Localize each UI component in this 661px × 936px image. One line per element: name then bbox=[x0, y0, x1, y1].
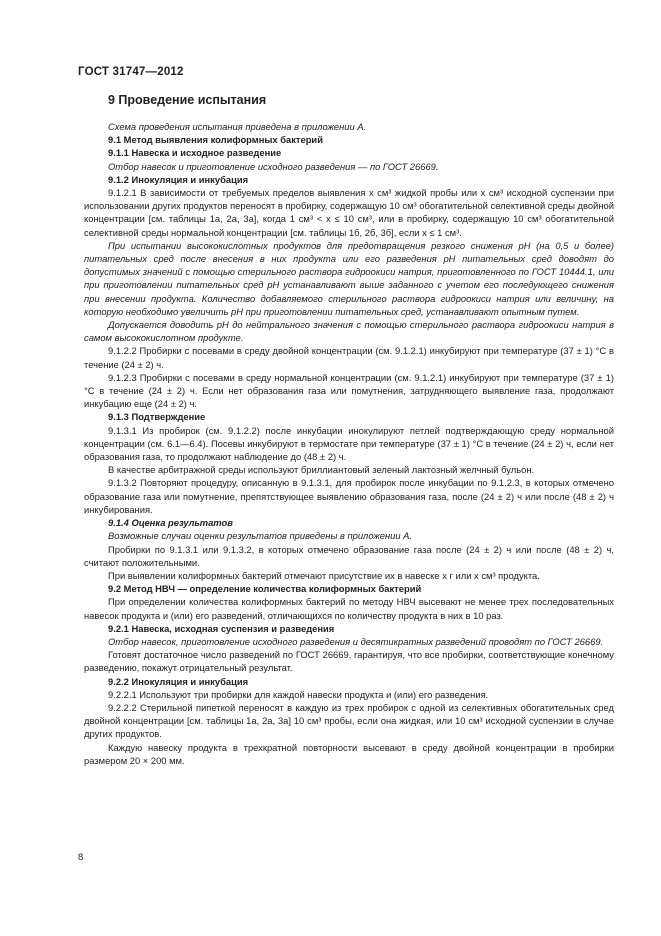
doc-header: ГОСТ 31747—2012 bbox=[78, 66, 184, 78]
para-9-1-2-1: 9.1.2.1 В зависимости от требуемых пределов выявления x см³ жидкой пробы или x см³ исходной суспензии при использовании других продуктов переносят в пробирку, содержащую 10 см³ обогатительной селективной среды двойной концентрации [см. таблицы 1а, 2а, 3а], когда 1 см³ < x ≤ 10 см³, или в пробирку, содержащую 10 см³ обогатительной селективной среды нормальной концентрации [см. таблицы 1б, 2б, 3б], если x ≤ 1 см³. bbox=[84, 187, 614, 238]
para-9-1-2-3: 9.1.2.3 Пробирки с посевами в среду нормальной концентрации (см. 9.1.2.1) инкубируют при температуре (37 ± 1) °С в течение (24 ± 2) ч. Если нет образования газа или помутнения, затрудняющего выявление газа, продолжают инкубацию еще (24 ± 2) ч. bbox=[84, 371, 614, 410]
para-scheme: Схема проведения испытания приведена в приложении А. bbox=[108, 121, 367, 132]
heading-9-1-1: 9.1.1 Навеска и исходное разведение bbox=[108, 147, 282, 159]
para-9-2-2-2: 9.2.2.2 Стерильной пипеткой переносят в каждую из трех пробирок с одной из селективных обогатительных сред двойной концентрации [см. таблицы 1а, 2а, 3а] 10 см³ пробы, если она жидкая, или 10 см³ исходной суспензии в случае других продуктов. bbox=[84, 701, 614, 740]
para-9-2-2-1: 9.2.2.1 Используют три пробирки для каждой навески продукта и (или) его разведения. bbox=[108, 688, 489, 700]
para-9-1-1: Отбор навесок и приготовление исходного разведения — по ГОСТ 26669. bbox=[108, 160, 439, 172]
para-9-2-2-3: Каждую навеску продукта в трехкратной повторности высевают в среду двойной концентрации в пробирки размером 20 × 200 мм. bbox=[84, 741, 614, 766]
para-9-1-2-2: 9.1.2.2 Пробирки с посевами в среду двойной концентрации (см. 9.1.2.1) инкубируют при температуре (37 ± 1) °С в течение (24 ± 2) ч. bbox=[84, 345, 614, 370]
para-9-1-4-3: При выявлении колиформных бактерий отмечают присутствие их в навеске x г или x см³ продукта. bbox=[108, 569, 540, 581]
heading-9-1-2: 9.1.2 Инокуляция и инкубация bbox=[108, 173, 249, 185]
para-9-1-3-1: 9.1.3.1 Из пробирок (см. 9.1.2.2) после инкубации инокулируют петлей подтверждающую среду нормальной концентрации (см. 6.1—6.4). Посевы инкубируют в термостате при температуре (37 ± 1) °С в течение (24 ± 2) ч, если нет образования газа, то продолжают наблюдение до (48 ± 2) ч. bbox=[84, 424, 614, 463]
para-9-2-1-1: Отбор навесок, приготовление исходного разведения и десятикратных разведений проводят по ГОСТ 26669. bbox=[108, 635, 604, 647]
para-9-1-3-1b: В качестве арбитражной среды используют бриллиантовый зеленый лактозный желчный бульон. bbox=[108, 464, 535, 476]
para-9-1-4-1: Возможные случаи оценки результатов приведены в приложении А. bbox=[108, 530, 413, 542]
para-ph-note: При испытании высококислотных продуктов для предотвращения резкого снижения pH (на 0,5 и более) питательных сред после внесения в них продукта или его разведения pH питательных сред доводят до допустимых значений с помощью стерильного раствора гидроокиси натрия, приготовленного по ГОСТ 10444.1, или при приготовлении питательных сред pH устанавливают выше заданного с учетом его последующего снижения при внесении продукта. Количество добавляемого стерильного раствора гидроокиси натрия или величину, на которую необходимо увеличить pH при приготовлении питательных сред, устанавливают опытным путем. bbox=[84, 239, 614, 317]
heading-9-2: 9.2 Метод НВЧ — определение количества колиформных бактерий bbox=[108, 583, 422, 595]
section-9-title: 9 Проведение испытания bbox=[108, 93, 267, 107]
heading-9-2-1: 9.2.1 Навеска, исходная суспензия и разведения bbox=[108, 622, 335, 634]
heading-9-2-2: 9.2.2 Инокуляция и инкубация bbox=[108, 675, 249, 687]
para-9-1-3-2: 9.1.3.2 Повторяют процедуру, описанную в 9.1.3.1, для пробирок после инкубации по 9.1.2.3, в которых отмечено образование газа или помутнение, препятствующее выявлению образования газа, после (24 ± 2) ч или после (48 ± 2) ч инкубирования. bbox=[84, 477, 614, 515]
para-9-2-1-2: Готовят достаточное число разведений по ГОСТ 26669, гарантируя, что все пробирки, соответствующие конечному разведению, покажут отрицательный результат. bbox=[84, 649, 614, 674]
heading-9-1-3: 9.1.3 Подтверждение bbox=[108, 411, 206, 423]
para-9-2: При определении количества колиформных бактерий по методу НВЧ высевают не менее трех последовательных навесок продукта и (или) его разведений, отличающихся по количеству продукта в них в 10 раз. bbox=[84, 596, 614, 621]
document-body bbox=[84, 88, 614, 767]
page-number: 8 bbox=[78, 852, 84, 863]
para-ph-note-2: Допускается доводить pH до нейтрального значения с помощью стерильного раствора гидроокиси натрия в самом высококислотном продукте. bbox=[84, 319, 614, 344]
heading-9-1-4: 9.1.4 Оценка результатов bbox=[108, 517, 233, 529]
para-9-1-4-2: Пробирки по 9.1.3.1 или 9.1.3.2, в которых отмечено образование газа после (24 ± 2) ч или после (48 ± 2) ч, считают положительными. bbox=[84, 543, 614, 568]
heading-9-1: 9.1 Метод выявления колиформных бактерий bbox=[108, 134, 323, 146]
